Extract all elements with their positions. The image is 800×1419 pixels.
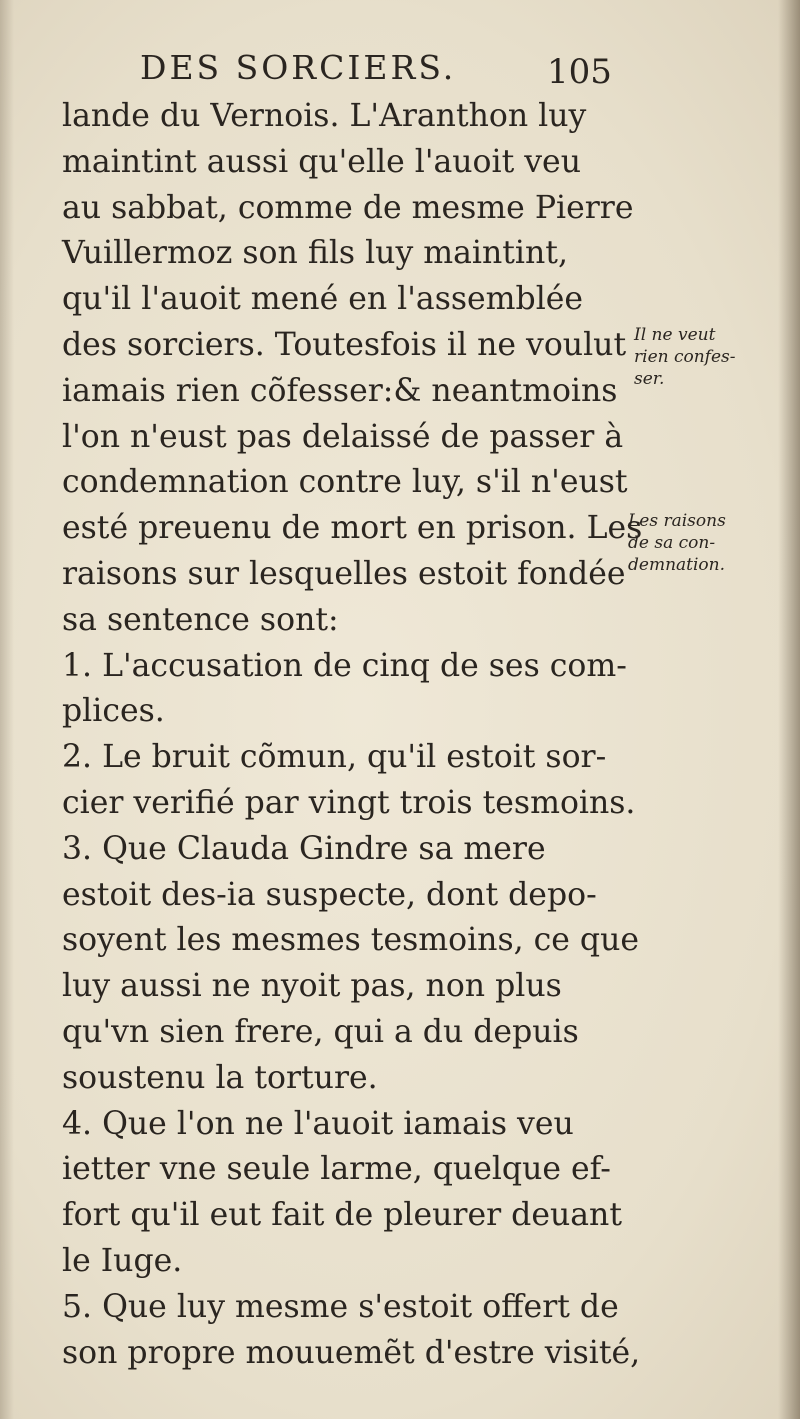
text-line: raisons sur lesquelles estoit fondée: [62, 555, 626, 592]
text-line: 2. Le bruit cõmun, qu'il estoit sor-: [62, 739, 607, 776]
text-line: 3. Que Clauda Gindre sa mere: [62, 830, 546, 867]
text-line: au sabbat, comme de mesme Pierre: [62, 189, 634, 226]
text-line: estoit des-ia suspecte, dont depo-: [62, 876, 597, 913]
text-line: plices.: [62, 693, 165, 730]
text-line: esté preuenu de mort en prison. Les: [62, 510, 643, 547]
text-line: cier verifié par vingt trois tesmoins.: [62, 784, 636, 821]
text-line: qu'vn sien frere, qui a du depuis: [62, 1013, 579, 1050]
margin-note-line: de sa con-: [628, 533, 716, 553]
text-line: 4. Que l'on ne l'auoit iamais veu: [62, 1105, 574, 1142]
running-title: DES SORCIERS.: [140, 48, 457, 87]
text-line: son propre mouuemẽt d'estre visité,: [62, 1334, 641, 1371]
page-edge-shadow: [778, 0, 800, 1419]
text-line: maintint aussi qu'elle l'auoit veu: [62, 143, 581, 180]
text-line: ietter vne seule larme, quelque ef-: [62, 1151, 611, 1188]
text-line: soustenu la torture.: [62, 1059, 378, 1096]
text-line: qu'il l'auoit mené en l'assemblée: [62, 281, 584, 318]
margin-note-confession: [634, 324, 784, 390]
text-line: luy aussi ne nyoit pas, non plus: [62, 968, 562, 1005]
text-line: iamais rien cõfesser:& neantmoins: [62, 372, 618, 409]
text-line: fort qu'il eut fait de pleurer deuant: [62, 1197, 622, 1234]
text-line: 5. Que luy mesme s'estoit offert de: [62, 1288, 619, 1325]
margin-note-line: Les raisons: [628, 511, 726, 531]
text-line: condemnation contre luy, s'il n'eust: [62, 464, 628, 501]
margin-note-line: demnation.: [628, 555, 726, 575]
text-line: 1. L'accusation de cinq de ses com-: [62, 647, 627, 684]
page-number: 105: [547, 52, 612, 92]
text-line: des sorciers. Toutesfois il ne voulut: [62, 326, 627, 363]
body-text: [62, 94, 643, 1376]
text-line: soyent les mesmes tesmoins, ce que: [62, 922, 640, 959]
margin-note-reasons: [628, 510, 778, 576]
text-line: le Iuge.: [62, 1242, 183, 1279]
page-gutter-shadow: [0, 0, 14, 1419]
margin-note-line: ser.: [634, 369, 665, 389]
text-line: l'on n'eust pas delaissé de passer à: [62, 418, 624, 455]
margin-note-line: Il ne veut: [634, 325, 716, 345]
text-line: sa sentence sont:: [62, 601, 339, 638]
text-line: lande du Vernois. L'Aranthon luy: [62, 98, 587, 134]
text-line: Vuillermoz son fils luy maintint,: [62, 235, 568, 272]
margin-note-line: rien confes-: [634, 347, 736, 367]
